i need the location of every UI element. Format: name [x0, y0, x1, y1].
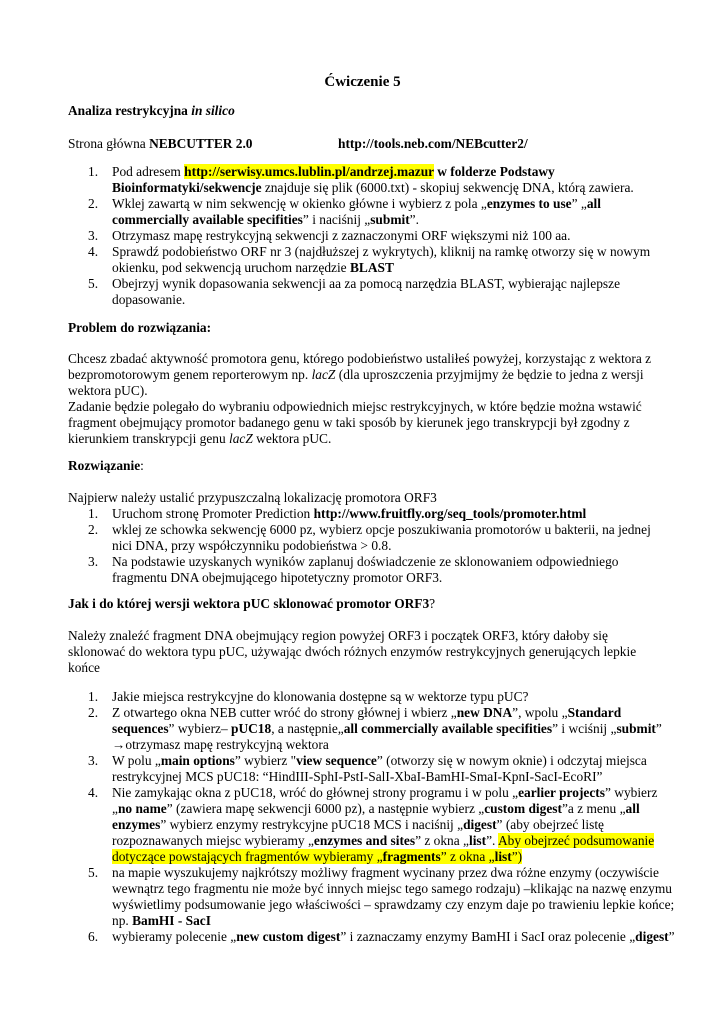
- list-text: ” i zaznaczamy enzymy BamHI i SacI oraz polecenie „: [340, 929, 636, 944]
- list-item: [68, 689, 678, 705]
- list-number: 1.: [88, 506, 99, 521]
- list-number: 2.: [88, 522, 99, 537]
- list-number: 2.: [88, 196, 99, 211]
- list-number: 2.: [88, 705, 99, 720]
- list-text: Uruchom stronę Promoter Prediction: [112, 506, 314, 521]
- list-bold-text: view sequence: [296, 753, 377, 768]
- list-bold-text: w folderze Podstawy Bioinformatyki/sekwencje: [112, 164, 555, 195]
- steps-list-3: [68, 689, 678, 945]
- list-text: wybieramy polecenie „: [112, 929, 237, 944]
- list-bold-text: new DNA: [456, 705, 513, 720]
- list-item: [68, 753, 678, 785]
- list-bold-text: all commercially available specifities: [112, 196, 601, 227]
- list-text: Obejrzyj wynik dopasowania sekwencji aa za pomocą narzędzia BLAST, wybierając najlepsze dopasowanie.: [112, 276, 621, 307]
- list-item: [68, 554, 668, 586]
- list-item: [68, 244, 678, 276]
- list-text: Otrzymasz mapę restrykcyjną sekwencji z zaznaczonymi ORF większymi niż 100 aa.: [112, 228, 571, 243]
- steps-list-1: [68, 164, 678, 308]
- section-heading-question: [68, 596, 668, 612]
- list-number: 4.: [88, 244, 99, 259]
- list-item: [68, 228, 678, 244]
- highlighted-bold-text: fragments: [382, 849, 441, 864]
- list-bold-text: submit: [370, 212, 410, 227]
- list-text: ”: [655, 721, 662, 736]
- list-number: 5.: [88, 276, 99, 291]
- list-bold-text: no name: [117, 801, 167, 816]
- list-text: wklej ze schowka sekwencję 6000 pz, wybierz opcje poszukiwania promotorów u bakterii, na jednej nici DNA, przy współczynniku podobieństwa > 0.8.: [112, 522, 651, 553]
- list-text: Z otwartego okna NEB cutter wróć do strony głównej i wbierz „: [112, 705, 457, 720]
- list-text: ”.: [486, 833, 499, 848]
- list-number: 5.: [88, 865, 99, 880]
- main-page-name: NEBCUTTER 2.0: [149, 136, 253, 151]
- list-bold-text: list: [468, 833, 487, 848]
- list-text: Na podstawie uzyskanych wyników zaplanuj doświadczenie ze sklonowaniem odpowiedniego fragmentu DNA obejmującego hipotetyczny promotor ORF3.: [112, 554, 619, 585]
- list-text: , a następnie„: [271, 721, 344, 736]
- list-link[interactable]: http://www.fruitfly.org/seq_tools/promoter.html: [313, 506, 587, 521]
- heading-text: Analiza restrykcyjna: [68, 103, 192, 118]
- paragraph-text: wektora pUC.: [252, 431, 332, 446]
- list-item: [68, 705, 678, 753]
- list-bold-text: Standard sequences: [112, 705, 622, 736]
- list-bold-text: custom digest: [484, 801, 562, 816]
- list-text: ”, wpolu „: [512, 705, 568, 720]
- list-text: Wklej zawartą w nim sekwencję w okienko główne i wybierz z pola „: [112, 196, 487, 211]
- list-bold-text: earlier projects: [518, 785, 605, 800]
- list-item: [68, 276, 678, 308]
- list-text: na mapie wyszukujemy najkrótszy możliwy fragment wycinany przez dwa różne enzymy (oczywiście wewnątrz tego fragmentu nie może być innych miejsc tego samego rodzaju) –klikając na nazwę enzymu wyświetlimy podsumowanie jego właściwości – sprawdzamy czy enzym daje po trawieniu lepkie końce; np.: [112, 865, 675, 928]
- list-text: ” i wciśnij „: [552, 721, 617, 736]
- list-bold-text: BamHI - SacI: [132, 913, 211, 928]
- list-number: 3.: [88, 554, 99, 569]
- paragraph-text: Zadanie będzie polegało do wybraniu odpowiednich miejsc restrykcyjnych, w które będzie można wstawić fragment obejmujący promotor badanego genu w taki sposób by kierunek jego transkrypcji był zgodny z kierunkiem transkrypcji genu: [68, 399, 642, 446]
- list-number: 3.: [88, 228, 99, 243]
- list-text: znajduje się plik (6000.txt) - skopiuj sekwencję DNA, którą zawiera.: [261, 180, 634, 195]
- solution-intro: Najpierw należy ustalić przypuszczalną lokalizację promotora ORF3: [68, 490, 437, 505]
- list-bold-text: submit: [616, 721, 656, 736]
- list-bold-text: BLAST: [349, 260, 394, 275]
- list-text: Nie zamykając okna z pUC18, wróć do głównej strony programu i w polu „: [112, 785, 519, 800]
- heading-italic-text: in silico: [191, 103, 235, 118]
- highlighted-text: ”): [511, 849, 523, 864]
- highlighted-text: ” z okna „: [440, 849, 495, 864]
- steps-list-2: [68, 506, 668, 586]
- list-bold-text: pUC18: [231, 721, 272, 736]
- list-text: Pod adresem: [112, 164, 185, 179]
- list-bold-text: enzymes and sites: [313, 833, 416, 848]
- list-bold-text: digest: [635, 929, 669, 944]
- list-item: [68, 929, 678, 945]
- main-page-line: [68, 136, 668, 152]
- list-number: 1.: [88, 689, 99, 704]
- list-item: [68, 785, 678, 865]
- list-text: Sprawdź podobieństwo ORF nr 3 (najdłuższej z wykrytych), kliknij na ramkę otworzy się w nowym okienku, pod sekwencją uruchom narzędzie: [112, 244, 651, 275]
- list-number: 3.: [88, 753, 99, 768]
- list-text: ” (otworzy się w nowym oknie) i odczytaj miejsca restrykcyjnej MCS pUC18: “HindIII-SphI-PstI-SalI-XbaI-BamHI-SmaI-KpnI-SacI-EcoRI”: [112, 753, 647, 784]
- list-text: ” i naciśnij „: [302, 212, 371, 227]
- list-number: 4.: [88, 785, 99, 800]
- paragraph-text: Chcesz zbadać aktywność promotora genu, którego podobieństwo ustaliłeś powyżej, korzystając z wektora z bezpromotorowym genem reporterowym np.: [68, 351, 652, 382]
- list-bold-text: new custom digest: [236, 929, 341, 944]
- heading-punct: ?: [429, 596, 436, 611]
- list-text: Jakie miejsca restrykcyjne do klonowania dostępne są w wektorze typu pUC?: [112, 689, 529, 704]
- list-item: [68, 164, 678, 196]
- list-bold-text: all commercially available specifities: [343, 721, 553, 736]
- highlighted-text: Aby obejrzeć podsumowanie dotyczące powstających fragmentów wybieramy „: [112, 833, 655, 864]
- list-number: 6.: [88, 929, 99, 944]
- list-text: ” wybierz enzymy restrykcyjne pUC18 MCS i naciśnij „: [160, 817, 464, 832]
- list-bold-text: all enzymes: [112, 801, 640, 832]
- heading-punct: :: [140, 458, 144, 473]
- list-item: [68, 506, 668, 522]
- section-heading-problem: Problem do rozwiązania:: [68, 320, 212, 335]
- list-text: ” wybierz ": [234, 753, 297, 768]
- list-text: W polu „: [112, 753, 161, 768]
- list-item: [68, 196, 678, 228]
- list-text: ” (zawiera mapę sekwencji 6000 pz), a następnie wybierz „: [166, 801, 485, 816]
- list-item: [68, 865, 678, 929]
- list-bold-text: main options: [160, 753, 235, 768]
- list-text: ”.: [409, 212, 419, 227]
- list-bold-text: enzymes to use: [486, 196, 572, 211]
- page-title: Ćwiczenie 5: [324, 74, 401, 90]
- paragraph-italic: lacZ: [311, 367, 336, 382]
- list-text: otrzymasz mapę restrykcyjną wektora: [125, 737, 329, 752]
- highlighted-link[interactable]: http://serwisy.umcs.lublin.pl/andrzej.mazur: [184, 164, 434, 179]
- main-page-label: Strona główna: [68, 136, 150, 151]
- section-heading-solution: [68, 458, 668, 474]
- list-text: ” (aby obejrzeć listę rozpoznawanych miejsc wybieramy „: [112, 817, 604, 848]
- heading-text: Rozwiązanie: [68, 458, 141, 473]
- list-text: ”: [668, 929, 675, 944]
- list-text: ” wybierz „: [112, 785, 658, 816]
- arrow-right-icon: →: [112, 737, 126, 752]
- main-page-url[interactable]: http://tools.neb.com/NEBcutter2/: [338, 136, 528, 151]
- list-text: ”a z menu „: [561, 801, 626, 816]
- list-text: ” z okna „: [415, 833, 469, 848]
- paragraph-text: (dla uproszczenia przyjmijmy że będzie to jedna z wersji wektora pUC).: [68, 367, 644, 398]
- paragraph-italic: lacZ: [229, 431, 253, 446]
- list-text: ” wybierz–: [168, 721, 232, 736]
- problem-paragraph: [68, 351, 660, 447]
- list-text: ” „: [571, 196, 587, 211]
- list-number: 1.: [88, 164, 99, 179]
- list-bold-text: digest: [463, 817, 497, 832]
- question-paragraph: Należy znaleźć fragment DNA obejmujący region powyżej ORF3 i początek ORF3, który dałoby się sklonować do wektora typu pUC, używając dwóch różnych enzymów restrykcyjnych generujących lepkie końce: [68, 628, 637, 675]
- highlighted-bold-text: list: [494, 849, 512, 864]
- section-heading-analysis: [68, 103, 668, 119]
- heading-text: Jak i do której wersji wektora pUC sklonować promotor ORF3: [68, 596, 430, 611]
- list-item: [68, 522, 668, 554]
